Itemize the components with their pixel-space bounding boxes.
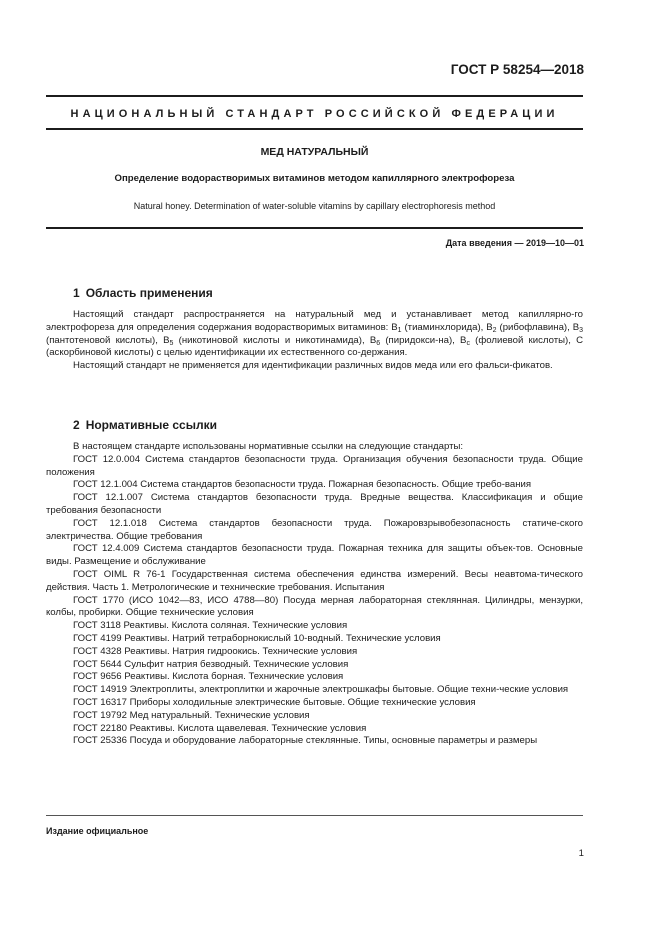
section-1-number: 1 <box>73 286 80 300</box>
banner-divider <box>46 128 583 130</box>
reference-item: ГОСТ 4199 Реактивы. Натрий тетраборнокислый 10-водный. Технические условия <box>73 632 441 644</box>
reference-item: ГОСТ 16317 Приборы холодильные электрические бытовые. Общие технические условия <box>73 696 476 708</box>
document-title: МЕД НАТУРАЛЬНЫЙ <box>260 146 369 158</box>
reference-item: ГОСТ 22180 Реактивы. Кислота щавелевая. Технические условия <box>73 722 367 734</box>
reference-item: ГОСТ 25336 Посуда и оборудование лабораторные стеклянные. Типы, основные параметры и размеры <box>73 735 538 747</box>
document-subtitle-en: Natural honey. Determination of water-soluble vitamins by capillary electrophoresis method <box>133 201 496 211</box>
reference-item: ГОСТ 19792 Мед натуральный. Технические условия <box>73 709 310 721</box>
official-edition-label: Издание официальное <box>46 826 149 836</box>
page-number: 1 <box>578 848 584 859</box>
reference-item: ГОСТ 14919 Электроплиты, электроплитки и жарочные электрошкафы бытовые. Общие техни-ческие условия <box>73 684 569 696</box>
section-2-number: 2 <box>73 418 80 432</box>
reference-item: ГОСТ 3118 Реактивы. Кислота соляная. Технические условия <box>73 620 348 632</box>
introduction-date: Дата введения — 2019—10—01 <box>445 238 584 248</box>
reference-item: ГОСТ 12.1.007 Система стандартов безопасности труда. Вредные вещества. Классификация и общие требования безопасности <box>46 492 583 516</box>
section-1-paragraph-1: Настоящий стандарт распространяется на натуральный мед и устанавливает метод капиллярно-го электрофореза для определения содержания водорастворимых витаминов: $В_1$ (тиаминхлорида), $В_2$ (рибофлавина), $В_3$ (пантотеновой кислоты), $В_5$ (никотиновой кислоты и никотинамида), $В_6$ (пиридокси-на), $В_c$ (фолиевой кислоты), С (аскорбиновой кислоты) с целью идентификации их естественного со-держания. <box>46 309 584 359</box>
title-divider <box>46 227 583 229</box>
reference-item: ГОСТ 5644 Сульфит натрия безводный. Технические условия <box>73 658 349 670</box>
reference-item: ГОСТ 9656 Реактивы. Кислота борная. Технические условия <box>73 671 344 683</box>
section-1-body <box>46 309 583 373</box>
section-2-body <box>46 441 583 748</box>
reference-item: ГОСТ 12.1.004 Система стандартов безопасности труда. Пожарная безопасность. Общие требо-вания <box>73 479 532 491</box>
section-1-paragraph-2: Настоящий стандарт не применяется для идентификации различных видов меда или его фальси-фикатов. <box>73 360 553 372</box>
reference-item: ГОСТ 12.1.018 Система стандартов безопасности труда. Пожаровзрывобезопасность статиче-ского электричества. Общие требования <box>46 517 583 542</box>
references-intro: В настоящем стандарте использованы нормативные ссылки на следующие стандарты: <box>73 441 464 452</box>
reference-item: ГОСТ 1770 (ИСО 1042—83, ИСО 4788—80) Посуда мерная лабораторная стеклянная. Цилиндры, мензурки, колбы, пробирки. Общие технические условия <box>46 594 583 619</box>
reference-item: ГОСТ 12.0.004 Система стандартов безопасности труда. Организация обучения безопасности труда. Общие положения <box>46 453 583 478</box>
section-1-title: Область применения <box>85 286 213 300</box>
reference-item: ГОСТ OIML R 76-1 Государственная система обеспечения единства измерений. Весы неавтома-тического действия. Часть 1. Метрологические и технические требования. Испытания <box>46 568 583 593</box>
reference-item: ГОСТ 12.4.009 Система стандартов безопасности труда. Пожарная техника для защиты объек-тов. Основные виды. Размещение и обслуживание <box>46 543 583 568</box>
section-2-heading <box>73 418 217 432</box>
section-2-title: Нормативные ссылки <box>85 418 217 432</box>
document-subtitle-ru: Определение водорастворимых витаминов методом капиллярного электрофореза <box>114 173 515 184</box>
footer-divider <box>46 815 583 816</box>
section-1-heading <box>73 286 213 300</box>
reference-item: ГОСТ 4328 Реактивы. Натрия гидроокись. Технические условия <box>73 645 358 657</box>
standard-code: ГОСТ Р 58254—2018 <box>450 62 584 77</box>
national-standard-banner: НАЦИОНАЛЬНЫЙ СТАНДАРТ РОССИЙСКОЙ ФЕДЕРАЦИИ <box>70 108 559 120</box>
top-divider <box>46 95 583 97</box>
